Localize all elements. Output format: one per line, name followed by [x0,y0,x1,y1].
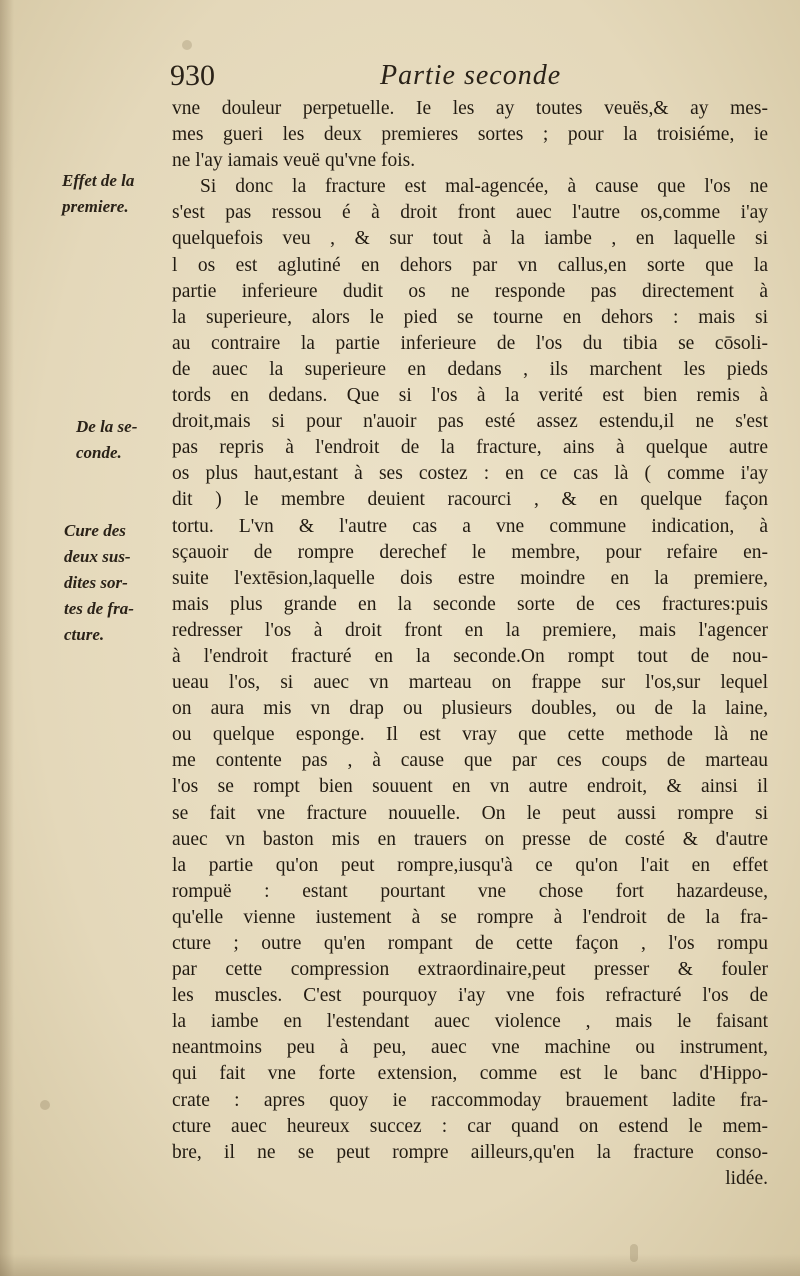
text-line: qu'elle vienne iustement à se rompre à l'endroit de la fra- [172,906,768,928]
text-line: la iambe en l'estendant auec violence , mais le faisant [172,1011,768,1033]
page-bottom-shadow [0,1254,800,1276]
margin-note [62,168,162,220]
margin-note-line: Effet de la [62,171,135,190]
text-line: pas repris à l'endroit de la fracture, ains à quelque autre [172,437,768,459]
margin-note-line: tes de fra- [64,599,134,618]
margin-note-line: deux sus- [64,547,131,566]
text-line: redresser l'os à droit front en la premiere, mais l'agencer [172,619,768,641]
margin-note [76,414,176,466]
text-line: os plus haut,estant à ses costez : en ce cas là ( comme i'ay [172,463,768,485]
text-line: cture auec heureux succez : car quand on estend le mem- [172,1115,768,1137]
text-line: lidée. [725,1167,768,1189]
text-line: bre, il ne se peut rompre ailleurs,qu'en la fracture conso- [172,1141,768,1163]
text-line: qui fait vne forte extension, comme est le banc d'Hippo- [172,1063,768,1085]
margin-note-line: Cure des [64,521,126,540]
text-line: l'os se rompt bien souuent en vn autre endroit, & ainsi il [172,776,768,798]
text-line: dit ) le membre deuient racourci , & en quelque façon [172,489,768,511]
text-line: Si donc la fracture est mal-agencée, à cause que l'os ne [200,176,768,198]
text-line: suite l'extēsion,laquelle dois estre moindre en la premiere, [172,567,768,589]
text-line: la partie qu'on peut rompre,iusqu'à ce qu'on l'ait en effet [172,854,768,876]
text-line: s'est pas ressou é à droit front auec l'autre os,comme i'ay [172,202,768,224]
text-line: rompuë : estant pourtant vne chose fort hazardeuse, [172,880,768,902]
ink-spot [182,40,192,50]
running-title: Partie seconde [380,60,562,91]
page-gutter-shadow [0,0,14,1276]
margin-note-line: premiere. [62,197,129,216]
text-line: on aura mis vn drap ou plusieurs doubles, ou de la laine, [172,698,768,720]
page-header [170,58,770,94]
text-line: par cette compression extraordinaire,peut presser & fouler [172,959,768,981]
text-line: cture ; outre qu'en rompant de cette façon , l'os rompu [172,933,768,954]
text-line: se fait vne fracture nouuelle. On le peut aussi rompre si [172,802,768,824]
text-line: crate : apres quoy ie raccommoday brauement ladite fra- [172,1089,768,1111]
margin-note-line: De la se- [76,417,138,436]
text-line: la superieure, alors le pied se tourne en dehors : mais si [172,306,768,328]
margin-note-line: conde. [76,443,122,462]
margin-note [64,518,164,648]
text-line: me contente pas , à cause que par ces coups de marteau [172,750,768,772]
text-line: neantmoins peu à peu, auec vne machine ou instrument, [172,1037,768,1059]
text-line: auec vn baston mis en trauers on presse de costé & d'autre [172,828,768,850]
text-line: à l'endroit fracturé en la seconde.On rompt tout de nou- [172,645,768,667]
text-line: partie inferieure dudit os ne responde pas directement à [172,280,768,302]
text-line: sçauoir de rompre derechef le membre, pour refaire en- [172,541,768,563]
text-line: l os est aglutiné en dehors par vn callus,en sorte que la [172,254,768,276]
body-text [172,96,768,1192]
text-line: mais plus grande en la seconde sorte de ces fractures:puis [172,593,768,615]
text-line: vne douleur perpetuelle. Ie les ay toutes veuës,& ay mes- [172,98,768,119]
text-line: droit,mais si pour n'auoir pas esté assez estendu,il ne s'est [172,411,768,433]
margin-note-line: dites sor- [64,573,128,592]
ink-spot [630,1244,638,1262]
text-line: au contraire la partie inferieure de l'os du tibia se cōsoli- [172,332,768,354]
text-line: tords en dedans. Que si l'os à la verité est bien remis à [172,385,768,407]
margin-note-line: cture. [64,625,105,644]
ink-spot [40,1100,50,1110]
text-line: ou quelque esponge. Il est vray que cette methode là ne [172,724,768,746]
text-line: mes gueri les deux premieres sortes ; pour la troisiéme, ie [172,124,768,146]
text-line: ne l'ay iamais veuë qu'vne fois. [172,150,416,172]
text-line: de auec la superieure en dedans , ils marchent les pieds [172,358,768,380]
text-line: quelquefois veu , & sur tout à la iambe , en laquelle si [172,228,768,250]
page-number: 930 [170,59,215,92]
text-line: tortu. L'vn & l'autre cas a vne commune indication, à [172,515,768,537]
text-line: les muscles. C'est pourquoy i'ay vne fois refracturé l'os de [172,985,768,1007]
text-line: ueau l'os, si auec vn marteau on frappe sur l'os,sur lequel [172,672,768,694]
